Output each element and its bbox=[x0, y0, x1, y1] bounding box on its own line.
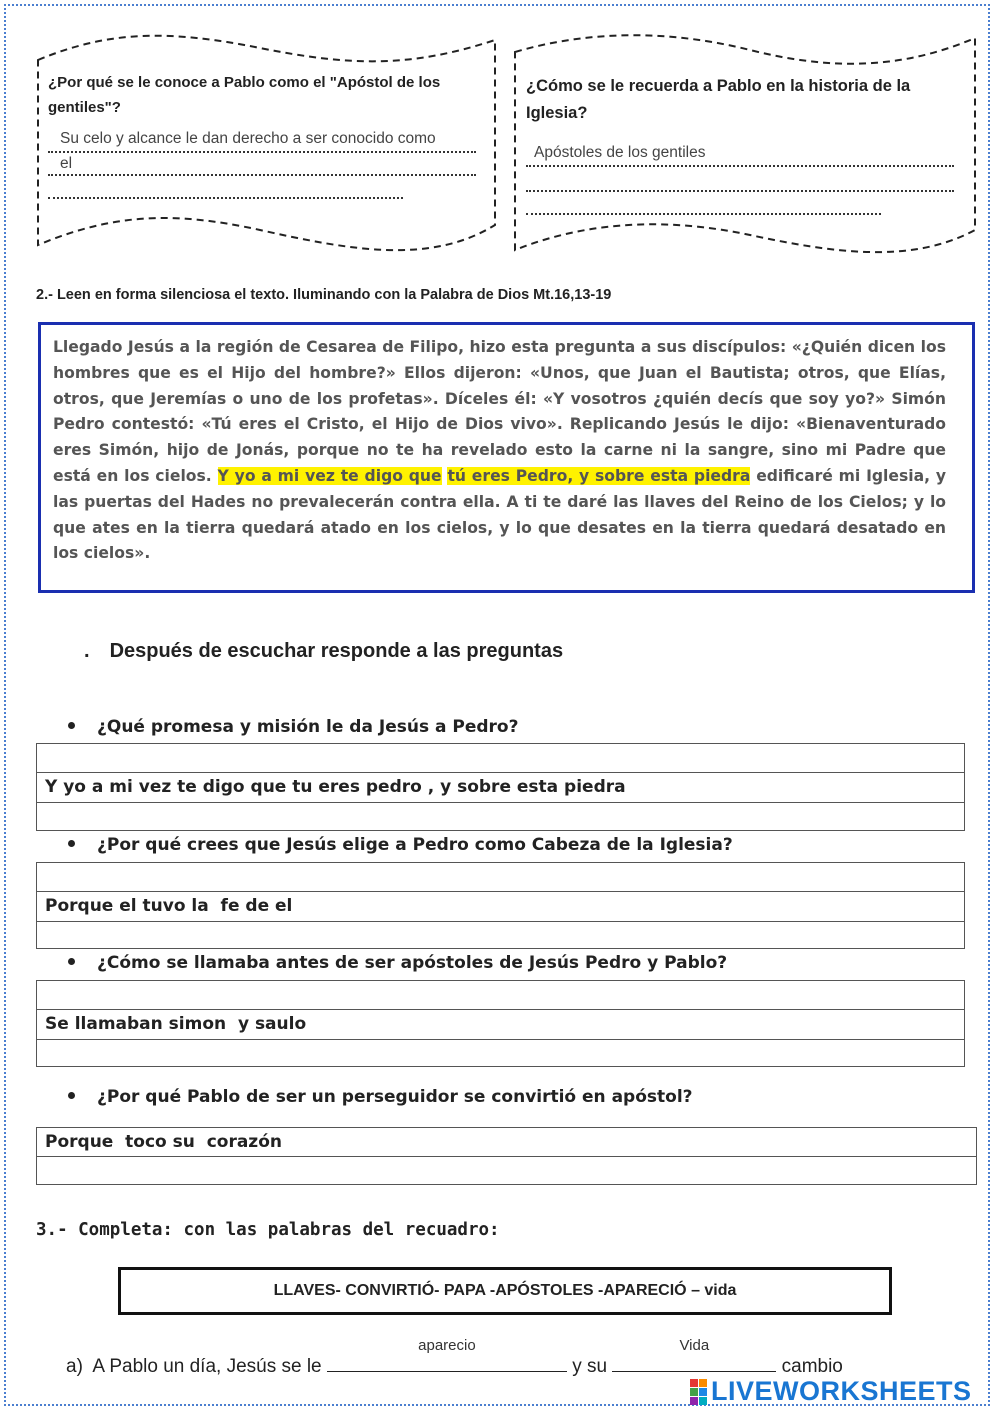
item-a-text-3: cambio bbox=[781, 1356, 843, 1377]
bullet-icon bbox=[68, 840, 75, 847]
logo-square bbox=[690, 1379, 698, 1387]
bullet-icon bbox=[68, 1092, 75, 1099]
card-right-dotline-2 bbox=[526, 190, 954, 192]
answer-4-text[interactable]: Porque toco su corazón bbox=[45, 1132, 282, 1152]
question-3-text: ¿Cómo se llamaba antes de ser apóstoles de Jesús Pedro y Pablo? bbox=[97, 953, 728, 973]
question-2-text: ¿Por qué crees que Jesús elige a Pedro como Cabeza de la Iglesia? bbox=[97, 835, 733, 855]
answer-box-4[interactable] bbox=[36, 1127, 977, 1185]
card-right-question: ¿Cómo se le recuerda a Pablo en la historia de la Iglesia? bbox=[526, 77, 911, 122]
logo-square bbox=[690, 1397, 698, 1405]
passage-highlight-2: tú eres Pedro, y sobre esta piedra bbox=[447, 466, 751, 485]
card-right-answer[interactable]: Apóstoles de los gentiles bbox=[534, 144, 706, 161]
question-1-text: ¿Qué promesa y misión le da Jesús a Pedro? bbox=[97, 717, 519, 737]
logo-square bbox=[699, 1379, 707, 1387]
answer-box-1[interactable] bbox=[36, 743, 965, 831]
card-right-dotline-3 bbox=[526, 213, 881, 215]
card-right-dotline-1 bbox=[526, 165, 954, 167]
answer-box-3[interactable] bbox=[36, 980, 965, 1067]
passage-highlight-1: Y yo a mi vez te digo que bbox=[217, 466, 442, 485]
item-a-text-2: y su bbox=[572, 1356, 608, 1377]
word-bank-text: LLAVES- CONVIRTIÓ- PAPA -APÓSTOLES -APARECIÓ – vida bbox=[273, 1282, 737, 1299]
question-4 bbox=[68, 1087, 693, 1107]
answer-1-text[interactable]: Y yo a mi vez te digo que tu eres pedro , y sobre esta piedra bbox=[45, 777, 626, 797]
listen-dot: . bbox=[84, 640, 90, 662]
blank-1[interactable] bbox=[327, 1337, 567, 1372]
logo-square bbox=[699, 1397, 707, 1405]
section2-title: 2.- Leen en forma silenciosa el texto. Iluminando con la Palabra de Dios Mt.16,13-19 bbox=[36, 287, 612, 303]
logo-square bbox=[690, 1388, 698, 1396]
section3-title: 3.- Completa: con las palabras del recuadro: bbox=[36, 1220, 500, 1240]
card-left-answer-2[interactable]: el bbox=[60, 155, 73, 172]
logo-text: LIVEWORKSHEETS bbox=[711, 1376, 972, 1406]
blank-2[interactable] bbox=[612, 1337, 776, 1372]
bullet-icon bbox=[68, 958, 75, 965]
question-1 bbox=[68, 717, 518, 737]
item-a-text-1: A Pablo un día, Jesús se le bbox=[92, 1356, 322, 1377]
card-left-answer-1[interactable]: Su celo y alcance le dan derecho a ser conocido como bbox=[60, 130, 436, 147]
word-bank-box bbox=[118, 1267, 892, 1315]
passage-text-before: Llegado Jesús a la región de Cesarea de Filipo, hizo esta pregunta a sus discípulos: «¿Quién dicen los hombres que es el Hijo del hombre?» Ellos dijeron: «Unos, que Juan el Bautista; otros, que Elías, otros, que Jeremías o uno de los profetas». Díceles él: «Y vosotros ¿quién decís que soy yo?» Simón Pedro contestó: «Tú eres el Cristo, el Hijo de Dios vivo». Replicando Jesús le dijo: «Bienaventurado eres Simón, hijo de Jonás, porque no te ha revelado esto la carne ni la sangre, sino mi Padre que está en los cielos. bbox=[53, 338, 946, 485]
blank-1-answer[interactable]: aparecio bbox=[418, 1337, 476, 1354]
passage-text-after: edificaré mi Iglesia, y las puertas del Hades no prevalecerán contra ella. A ti te daré las llaves del Reino de los Cielos; y lo que ates en la tierra quedará atado en los cielos, y lo que desates en la tierra quedará desatado en los cielos». bbox=[53, 466, 947, 563]
bullet-icon bbox=[68, 722, 75, 729]
blank-2-answer[interactable]: Vida bbox=[679, 1337, 710, 1354]
card-left-dotline-3 bbox=[48, 197, 403, 199]
answer-box-2[interactable] bbox=[36, 862, 965, 949]
question-2 bbox=[68, 835, 733, 855]
card-left-question: ¿Por qué se le conoce a Pablo como el "Apóstol de los gentiles"? bbox=[48, 74, 441, 116]
card-left-dotline-2 bbox=[48, 174, 476, 176]
item-a bbox=[66, 1337, 843, 1378]
answer-2-text[interactable]: Porque el tuvo la fe de el bbox=[45, 896, 293, 916]
listen-heading bbox=[84, 640, 563, 663]
question-3 bbox=[68, 953, 727, 973]
bible-passage bbox=[53, 335, 946, 567]
listen-title: Después de escuchar responde a las preguntas bbox=[109, 640, 564, 662]
logo-square bbox=[699, 1388, 707, 1396]
item-a-label: a) bbox=[66, 1356, 83, 1377]
card-left-dotline-1 bbox=[48, 151, 476, 153]
liveworksheets-logo bbox=[690, 1376, 972, 1407]
question-4-text: ¿Por qué Pablo de ser un perseguidor se convirtió en apóstol? bbox=[97, 1087, 693, 1107]
logo-grid-icon bbox=[690, 1379, 707, 1405]
answer-3-text[interactable]: Se llamaban simon y saulo bbox=[45, 1014, 307, 1034]
